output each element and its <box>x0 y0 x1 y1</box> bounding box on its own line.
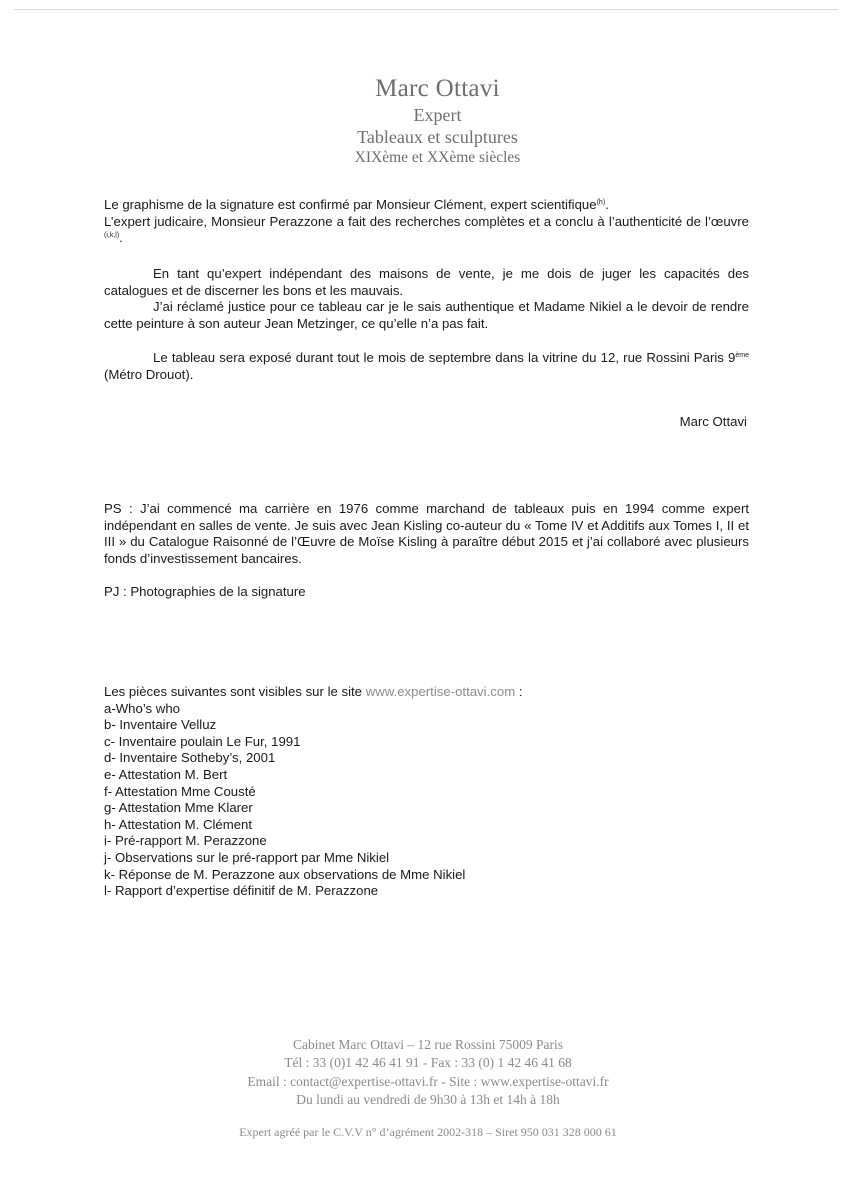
list-item: f- Attestation Mme Cousté <box>104 783 256 799</box>
ps-block <box>104 501 749 567</box>
letterhead-title: Expert <box>413 105 462 125</box>
list-item: l- Rapport d’expertise définitif de M. Perazzone <box>104 883 379 899</box>
list-item: a-Who’s who <box>104 700 180 716</box>
top-rule <box>14 9 838 10</box>
list-item: j- Observations sur le pré-rapport par Mme Nikiel <box>104 849 390 865</box>
attachment-note: PJ : Photographies de la signature <box>104 584 306 599</box>
body-block <box>104 266 749 332</box>
intro-block <box>104 197 749 247</box>
pj-block <box>104 584 749 601</box>
exhibition-block <box>104 350 749 383</box>
footer-hours: Du lundi au vendredi de 9h30 à 13h et 14h à 18h <box>296 1092 560 1108</box>
footer-accreditation: Expert agréé par le C.V.V n° d’agrément 2002-318 – Siret 950 031 328 000 61 <box>239 1125 617 1139</box>
list-item: i- Pré-rapport M. Perazzone <box>104 833 267 849</box>
list-item: c- Inventaire poulain Le Fur, 1991 <box>104 733 301 749</box>
footer-address: Cabinet Marc Ottavi – 12 rue Rossini 75009 Paris <box>293 1037 563 1052</box>
list-item: d- Inventaire Sotheby’s, 2001 <box>104 750 276 766</box>
pieces-list <box>104 701 749 900</box>
list-item: e- Attestation M. Bert <box>104 766 228 782</box>
letterhead-period: XIXème et XXème siècles <box>354 149 521 166</box>
letterhead-specialty: Tableaux et sculptures <box>357 127 518 147</box>
list-item: b- Inventaire Velluz <box>104 717 217 733</box>
pieces-intro: Les pièces suivantes sont visibles sur le site www.expertise-ottavi.com : <box>104 684 523 699</box>
footer-contact: Email : contact@expertise-ottavi.fr - Site : www.expertise-ottavi.fr <box>247 1073 609 1089</box>
postscript: PS : J’ai commencé ma carrière en 1976 comme marchand de tableaux puis en 1994 comme expert indépendant en salles de vente. Je suis avec Jean Kisling co-auteur du « Tome IV et Additifs aux Tomes I, II et III » du Catalogue Raisonné de l’Œuvre de Moïse Kisling à paraître début 2015 et j’ai collaboré avec plusieurs fonds d’investissement bancaires. <box>104 501 749 566</box>
footer-phone: Tél : 33 (0)1 42 46 41 91 - Fax : 33 (0) 1 42 46 41 68 <box>284 1055 572 1071</box>
superscript-eme: ème <box>735 352 749 359</box>
footnote-ref-ikl: (i,k,l) <box>104 232 120 240</box>
footer <box>0 1036 850 1110</box>
footnote-ref-h: (h) <box>596 199 606 206</box>
site-link[interactable]: www.expertise-ottavi.com <box>365 684 516 699</box>
pieces-block <box>104 684 749 900</box>
body-paragraph-independence: En tant qu’expert indépendant des maisons de vente, je me dois de juger les capacités des catalogues et de discerner les bons et les mauvais. <box>104 266 749 298</box>
body-paragraph-exhibition: Le tableau sera exposé durant tout le mois de septembre dans la vitrine du 12, rue Rossini Paris 9ème (Métro Drouot). <box>104 350 749 382</box>
letterhead <box>0 74 850 168</box>
signature: Marc Ottavi <box>679 414 747 429</box>
intro-paragraph-1: Le graphisme de la signature est confirmé par Monsieur Clément, expert scientifique$^{(h)}$. <box>104 197 609 212</box>
body-paragraph-justice: J’ai réclamé justice pour ce tableau car je le sais authentique et Madame Nikiel a le devoir de rendre cette peinture à son auteur Jean Metzinger, ce qu’elle n’a pas fait. <box>104 299 749 331</box>
intro-paragraph-2: L’expert judicaire, Monsieur Perazzone a fait des recherches complètes et a conclu à l’authenticité de l’œuvre $^{(i,k,l)}$. <box>104 213 749 246</box>
list-item: k- Réponse de M. Perazzone aux observations de Mme Nikiel <box>104 866 466 882</box>
letterhead-name: Marc Ottavi <box>375 75 500 102</box>
list-item: g- Attestation Mme Klarer <box>104 800 253 816</box>
list-item: h- Attestation M. Clément <box>104 816 253 832</box>
